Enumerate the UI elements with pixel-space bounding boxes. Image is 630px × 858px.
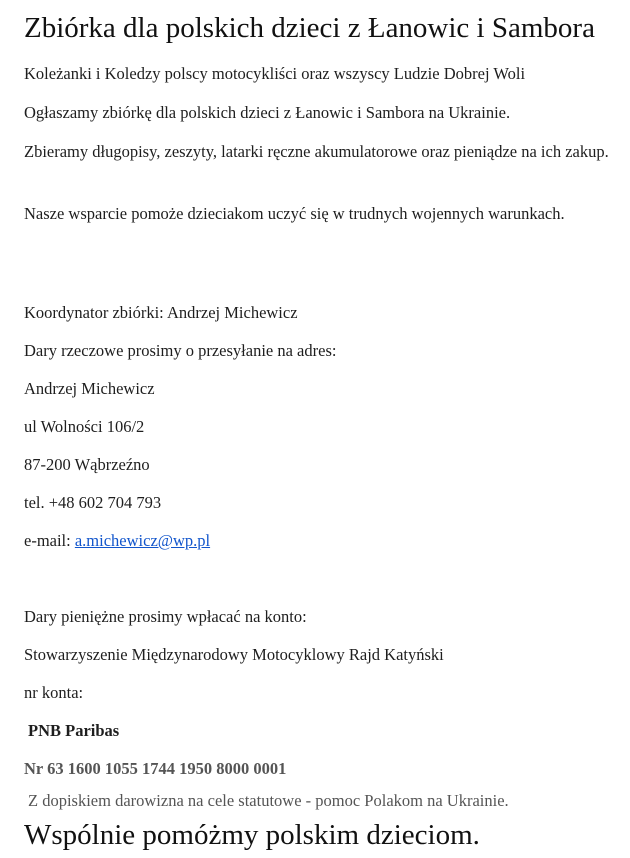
address-postal-city: 87-200 Wąbrzeźno: [24, 455, 150, 474]
email-link[interactable]: a.michewicz@wp.pl: [74, 531, 211, 550]
account-label: nr konta:: [24, 683, 84, 702]
organization-name: Stowarzyszenie Międzynarodowy Motocyklowy Rajd Katyński: [24, 645, 444, 664]
address-street: ul Wolności 106/2: [24, 417, 145, 436]
collecting-paragraph: Zbieramy długopisy, zeszyty, latarki ręczne akumulatorowe oraz pieniądze na ich zakup.: [24, 142, 609, 161]
greeting-paragraph: Koleżanki i Koledzy polscy motocykliści oraz wszyscy Ludzie Dobrej Woli: [24, 64, 526, 83]
support-paragraph: Nasze wsparcie pomoże dzieciakom uczyć się w trudnych wojennych warunkach.: [24, 204, 565, 223]
document-title: Zbiórka dla polskich dzieci z Łanowic i Sambora: [24, 12, 595, 44]
transfer-note: Z dopiskiem darowizna na cele statutowe - pomoc Polakom na Ukrainie.: [28, 791, 509, 810]
address-name: Andrzej Michewicz: [24, 379, 155, 398]
closing-slogan: Wspólnie pomóżmy polskim dzieciom.: [24, 819, 480, 851]
email-label: e-mail:: [24, 531, 75, 550]
announcement-paragraph: Ogłaszamy zbiórkę dla polskich dzieci z Łanowic i Sambora na Ukrainie.: [24, 103, 511, 122]
coordinator-line: Koordynator zbiórki: Andrzej Michewicz: [24, 303, 298, 322]
parcels-request-line: Dary rzeczowe prosimy o przesyłanie na adres:: [24, 341, 337, 360]
bank-name: PNB Paribas: [28, 721, 120, 740]
account-number: Nr 63 1600 1055 1744 1950 8000 0001: [24, 759, 287, 778]
money-request-line: Dary pieniężne prosimy wpłacać na konto:: [24, 607, 307, 626]
email-line: [24, 529, 210, 552]
phone-line: tel. +48 602 704 793: [24, 493, 162, 512]
